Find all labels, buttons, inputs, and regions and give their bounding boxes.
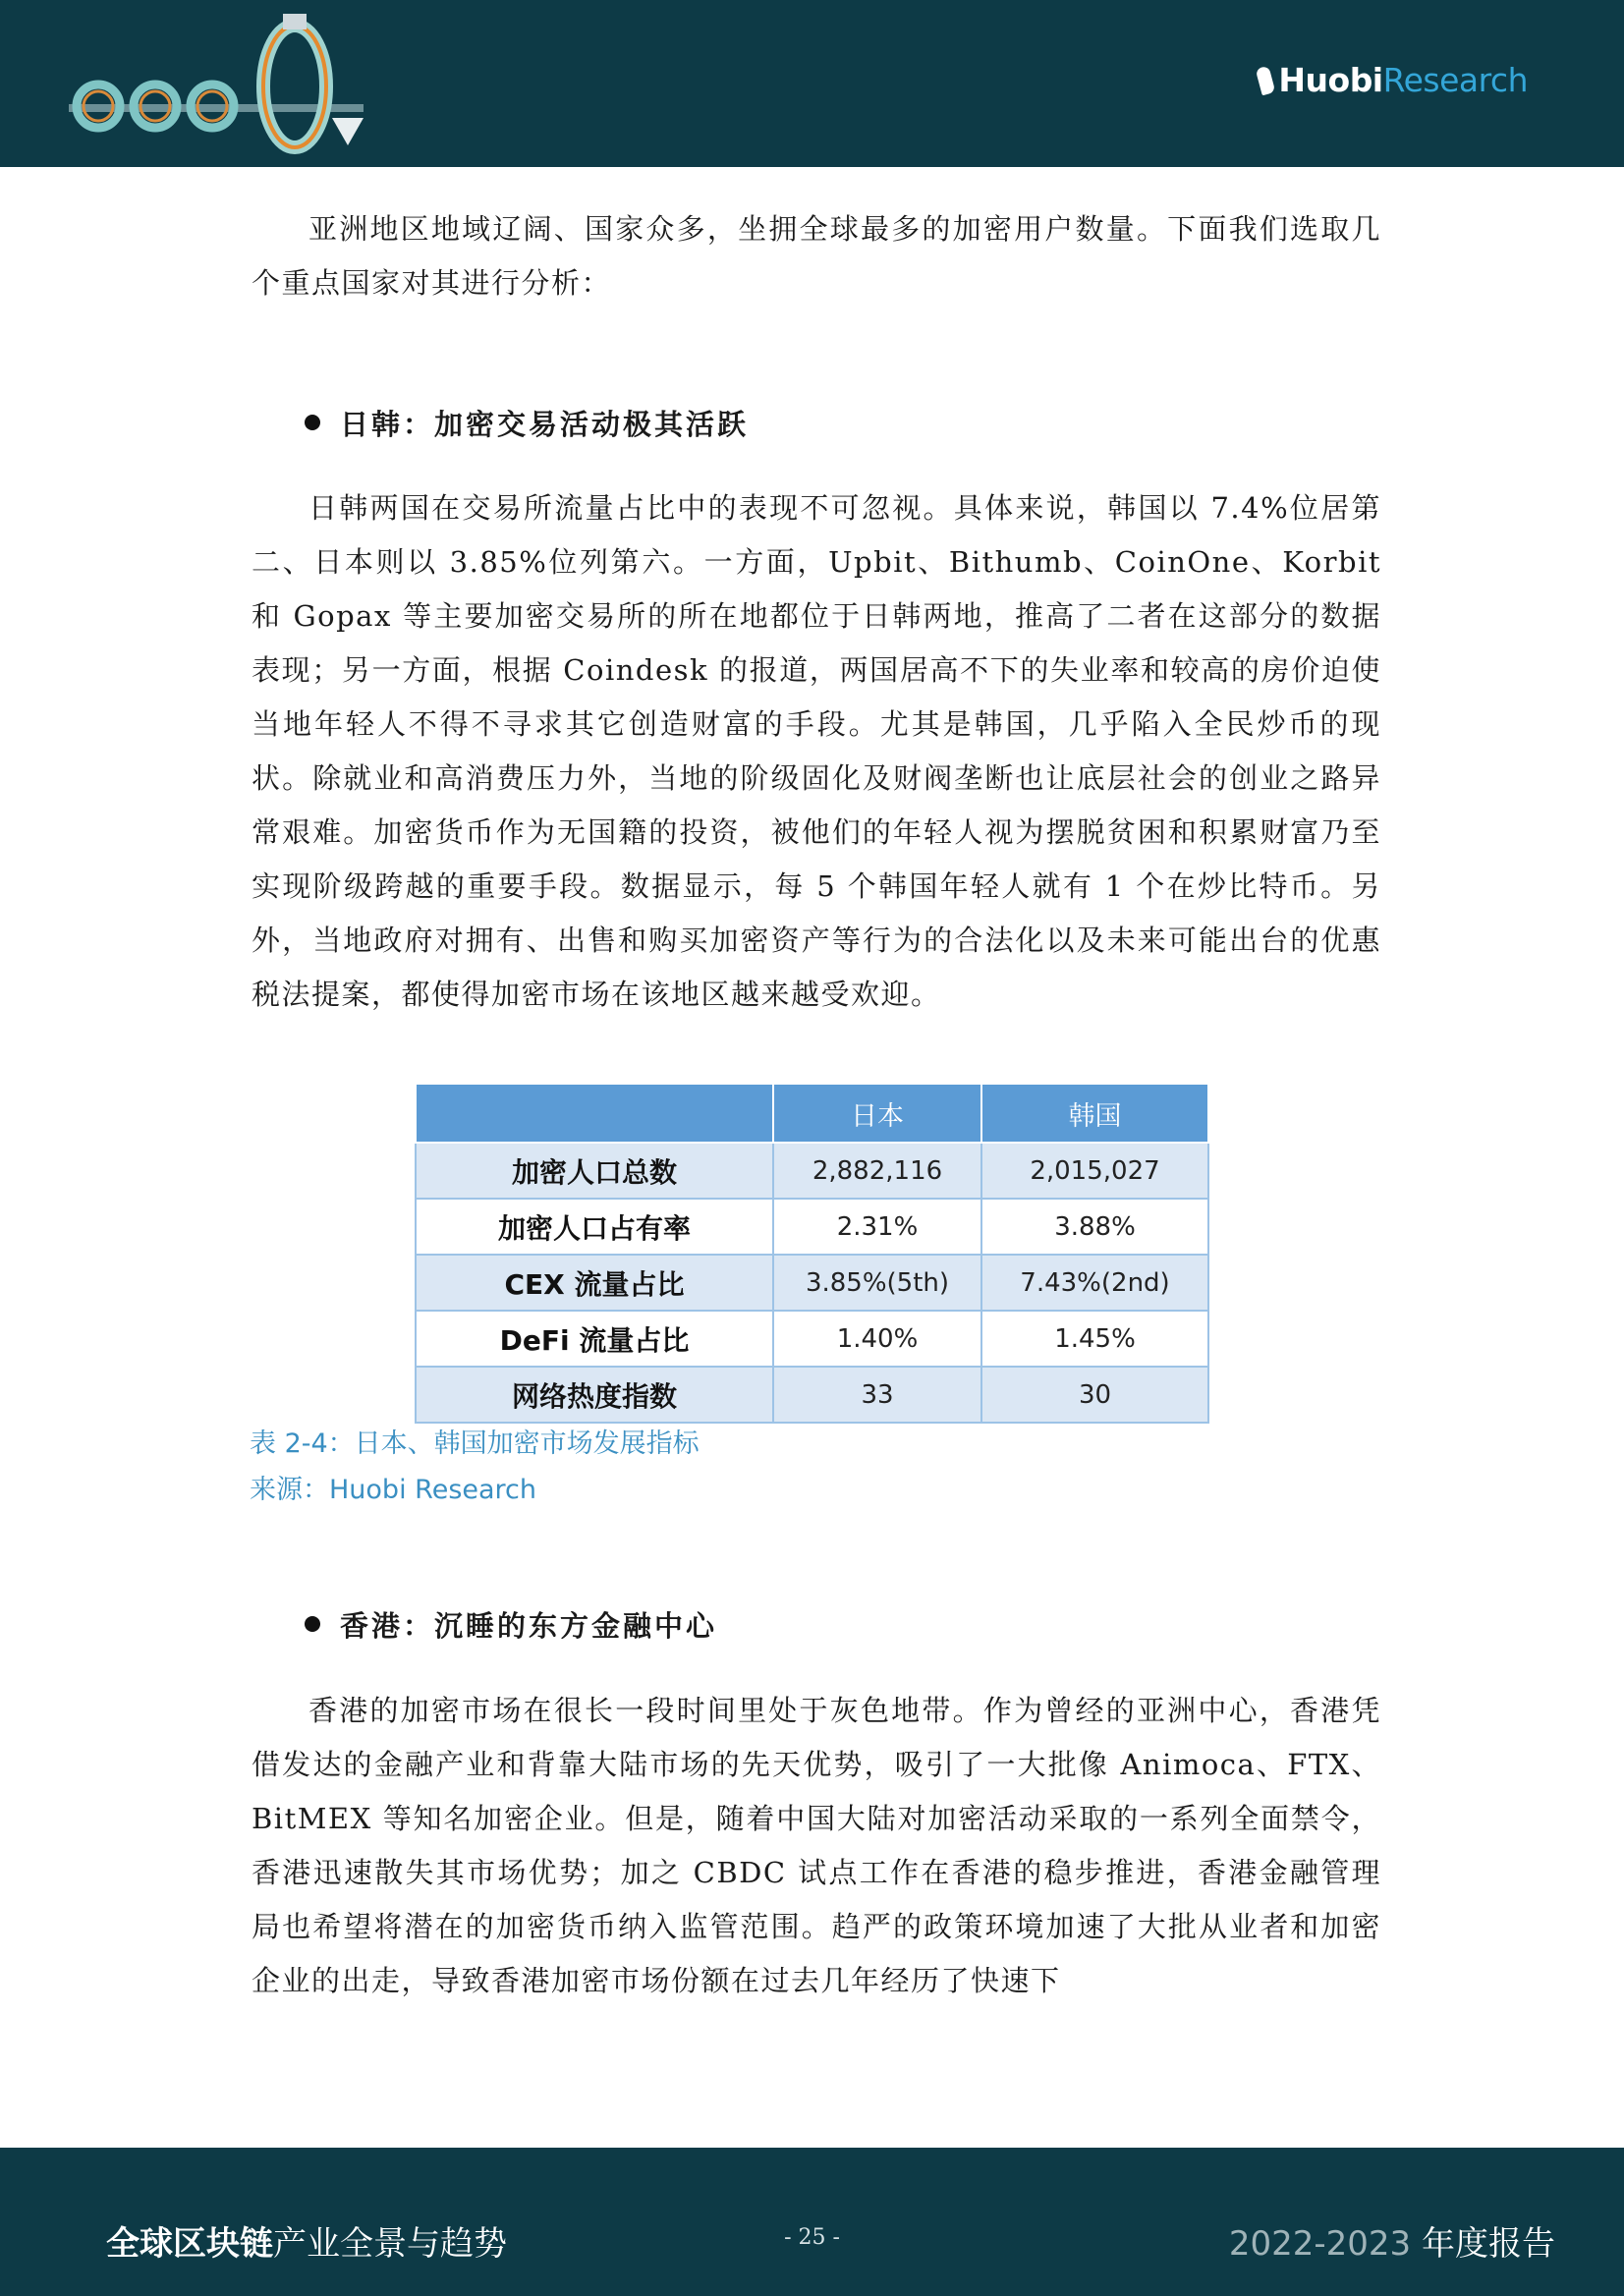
bullet-icon [305, 1616, 320, 1632]
page-number: - 25 - [784, 2225, 840, 2250]
japan-value: 2.31% [773, 1199, 981, 1255]
table-header-korea: 韩国 [981, 1084, 1208, 1143]
table-caption: 表 2-4：日本、韩国加密市场发展指标 [250, 1428, 700, 1459]
section-heading-japan-korea: 日韩：加密交易活动极其活跃 [305, 403, 749, 443]
japan-value: 33 [773, 1367, 981, 1423]
japan-value: 3.85%(5th) [773, 1255, 981, 1311]
japan-korea-paragraph: 日韩两国在交易所流量占比中的表现不可忽视。具体来说，韩国以 7.4%位居第二、日本则以 3.85%位列第六。一方面，Upbit、Bithumb、CoinOne、Korbit 和 Gopax 等主要加密交易所的所在地都位于日韩两地，推高了二者在这部分的数据表现；另一方面，根据 Coindesk 的报道，两国居高不下的失业率和较高的房价迫使当地年轻人不得不寻求其它创造财富的手段。尤其是韩国，几乎陷入全民炒币的现状。除就业和高消费压力外，当地的阶级固化及财阀垄断也让底层社会的创业之路异常艰难。加密货币作为无国籍的投资，被他们的年轻人视为摆脱贫困和积累财富乃至实现阶级跨越的重要手段。数据显示，每 5 个韩国年轻人就有 1 个在炒比特币。另外，当地政府对拥有、出售和购买加密资产等行为的合法化以及未来可能出台的优惠税法提案，都使得加密市场在该地区越来越受欢迎。 [252, 491, 1381, 1011]
japan-value: 2,882,116 [773, 1143, 981, 1199]
korea-value: 2,015,027 [981, 1143, 1208, 1199]
blockchain-rings-illustration [69, 8, 422, 155]
table-header-japan: 日本 [773, 1084, 981, 1143]
table-header-blank [416, 1084, 773, 1143]
korea-value: 30 [981, 1367, 1208, 1423]
row-label: CEX 流量占比 [416, 1255, 773, 1311]
table-source: 来源：Huobi Research [250, 1475, 537, 1505]
crypto-indicators-table [415, 1083, 1209, 1424]
bullet-icon [305, 415, 320, 430]
table-row [416, 1143, 1208, 1199]
page-header [0, 0, 1624, 167]
row-label: 加密人口占有率 [416, 1199, 773, 1255]
row-label: 网络热度指数 [416, 1367, 773, 1423]
table-row [416, 1367, 1208, 1423]
table-row [416, 1311, 1208, 1367]
row-label: DeFi 流量占比 [416, 1311, 773, 1367]
table-row [416, 1255, 1208, 1311]
intro-paragraph: 亚洲地区地域辽阔、国家众多，坐拥全球最多的加密用户数量。下面我们选取几个重点国家对其进行分析： [252, 212, 1381, 300]
section-heading-hong-kong: 香港：沉睡的东方金融中心 [305, 1604, 717, 1645]
korea-value: 3.88% [981, 1199, 1208, 1255]
hong-kong-paragraph: 香港的加密市场在很长一段时间里处于灰色地带。作为曾经的亚洲中心，香港凭借发达的金融产业和背靠大陆市场的先天优势，吸引了一大批像 Animoca、FTX、BitMEX 等知名加密企业。但是，随着中国大陆对加密活动采取的一系列全面禁令，香港迅速散失其市场优势；加之 CBDC 试点工作在香港的稳步推进，香港金融管理局也希望将潜在的加密货币纳入监管范围。趋严的政策环境加速了大批从业者和加密企业的出走，导致香港加密市场份额在过去几年经历了快速下 [252, 1694, 1381, 1997]
korea-value: 1.45% [981, 1311, 1208, 1367]
huobi-research-logo: HuobiResearch [1259, 61, 1528, 99]
report-title: 全球区块链产业全景与趋势 [106, 2224, 507, 2264]
table-row [416, 1199, 1208, 1255]
korea-value: 7.43%(2nd) [981, 1255, 1208, 1311]
row-label: 加密人口总数 [416, 1143, 773, 1199]
japan-value: 1.40% [773, 1311, 981, 1367]
flame-icon [1256, 66, 1276, 96]
report-year: 2022-2023 年度报告 [1228, 2224, 1555, 2264]
